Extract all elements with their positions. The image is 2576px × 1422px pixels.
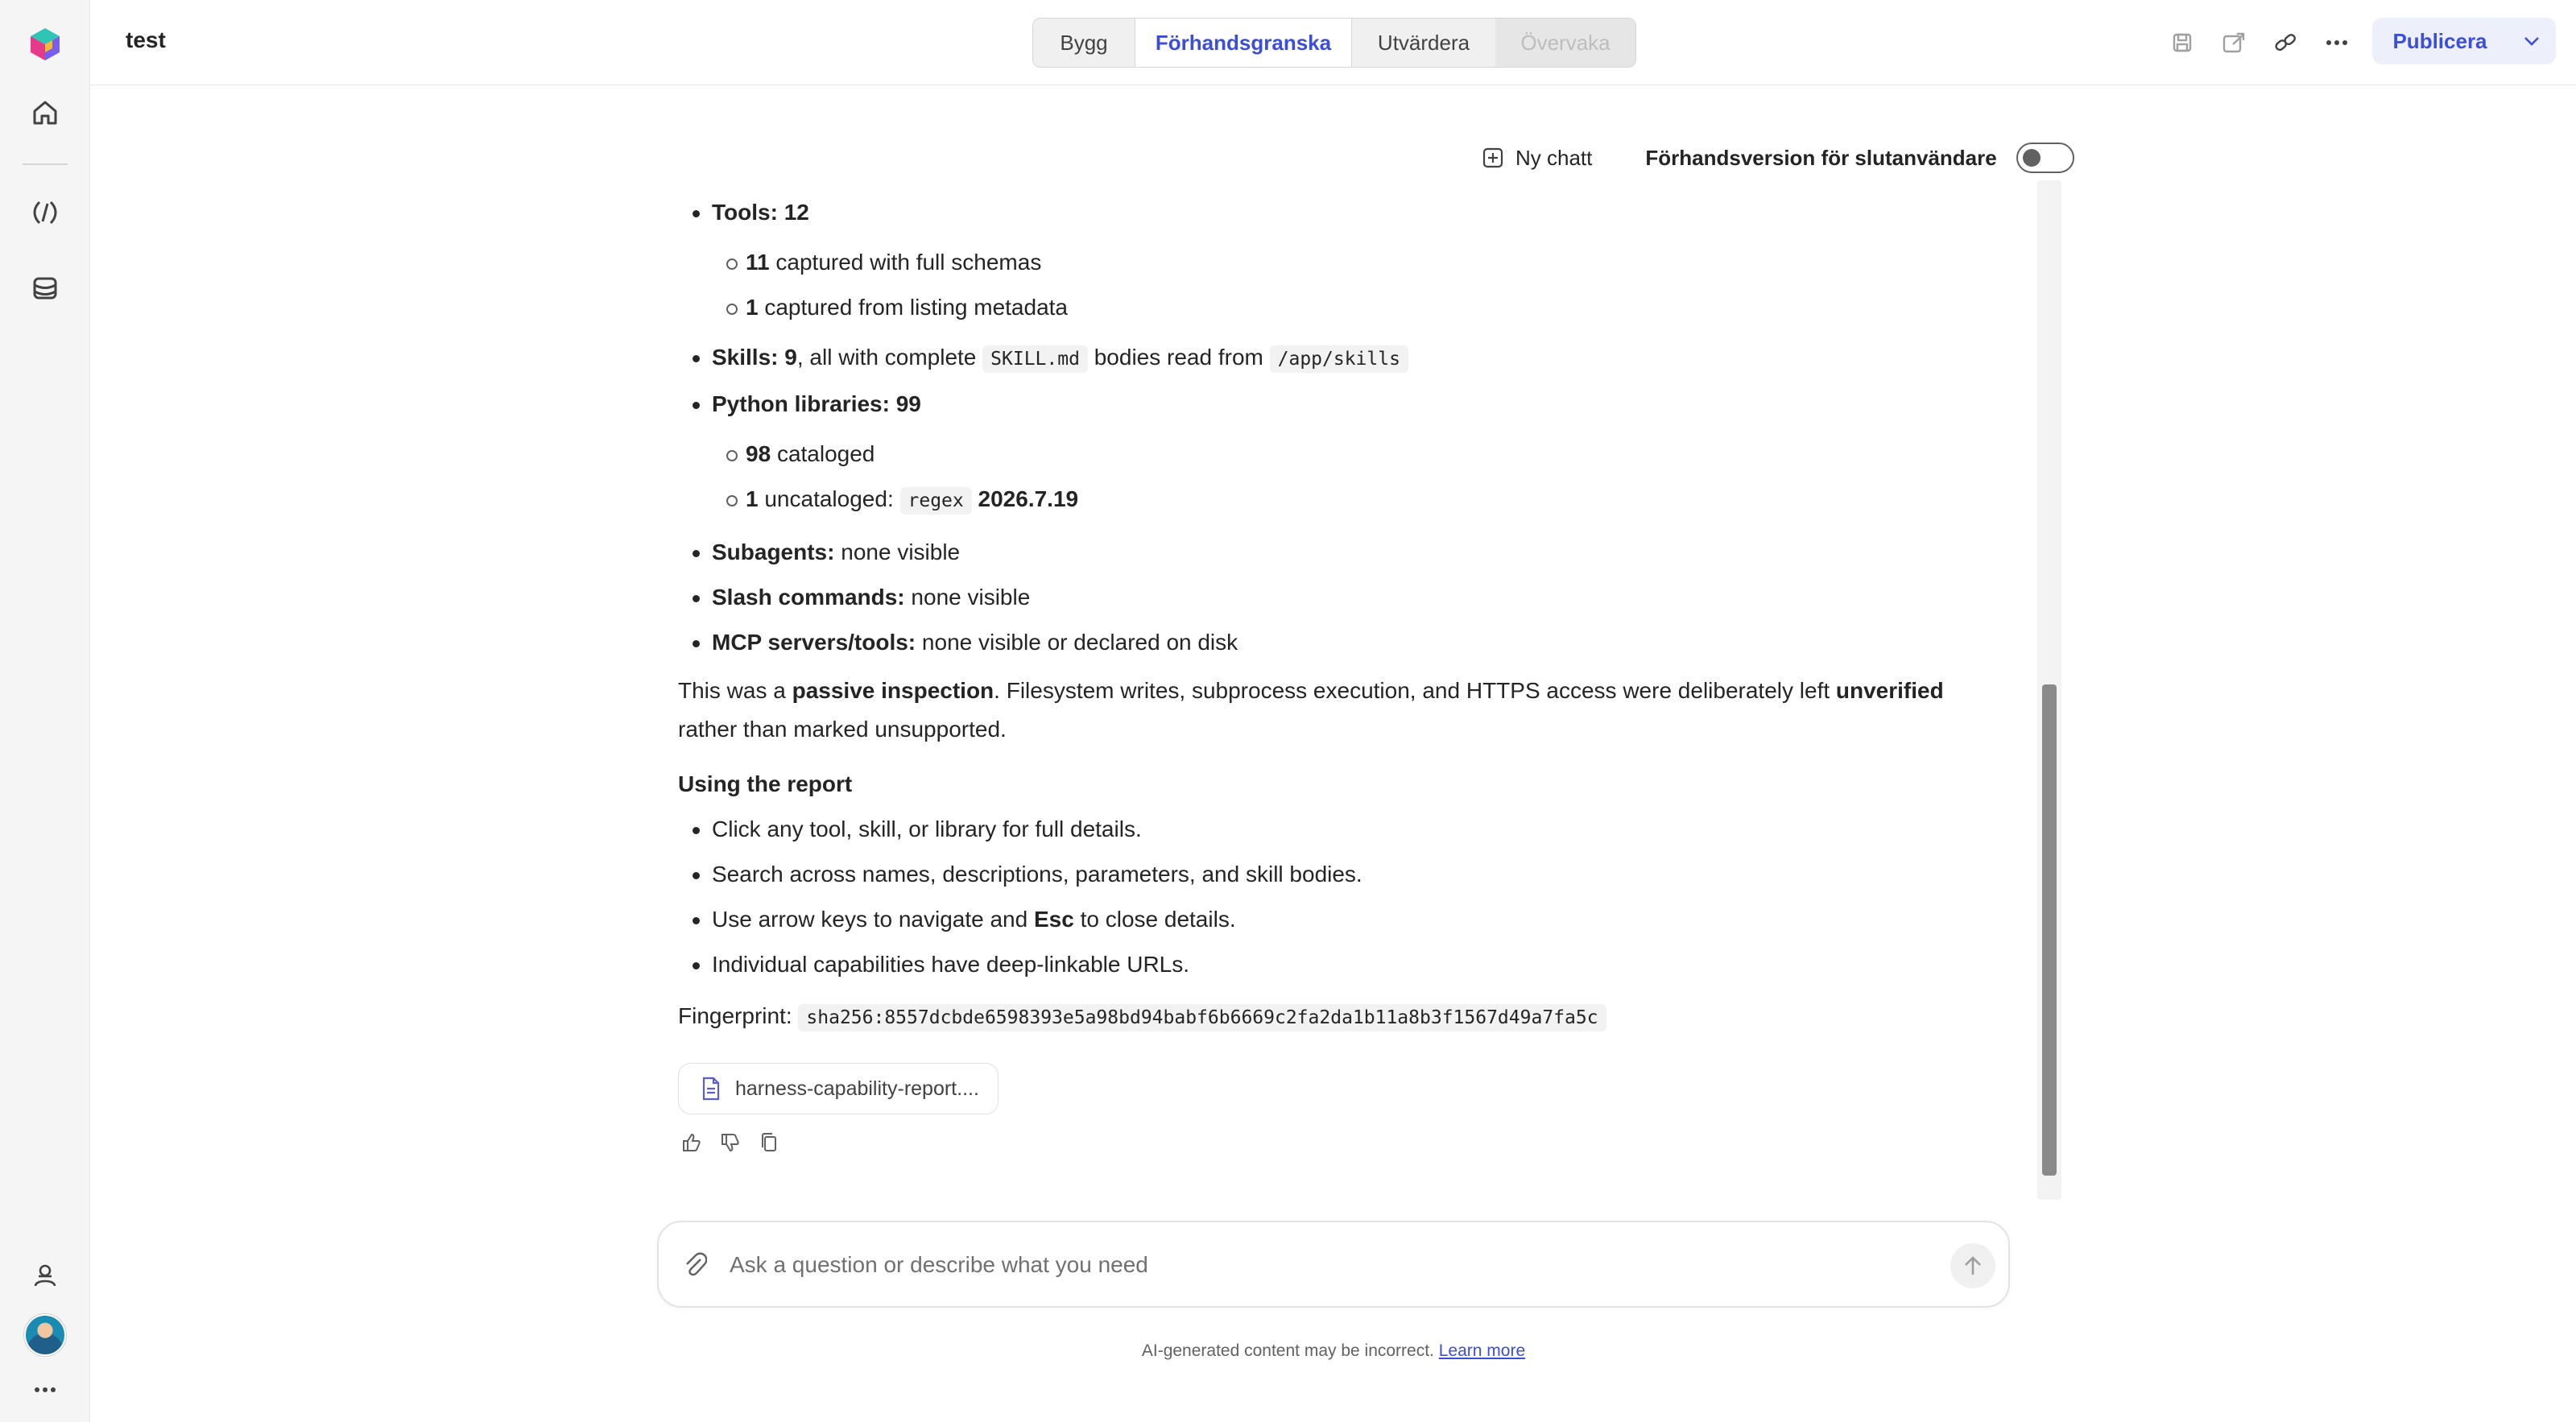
list-item-slash-commands: Slash commands: none visible	[712, 581, 1030, 613]
list-item-python: Python libraries: 99	[712, 388, 921, 420]
fingerprint-code: sha256:8557dcbde6598393e5a98bd94babf6b6669c2fa2da1b11a8b3f1567d49a7fa5c	[798, 1004, 1606, 1031]
list-item-skills: Skills: 9, all with complete SKILL.md bodies read from /app/skills	[712, 341, 1408, 373]
tab-monitor: Övervaka	[1495, 19, 1635, 67]
top-bar	[90, 0, 2576, 85]
list-item-python-cataloged: 98 cataloged	[746, 438, 875, 469]
chat-composer	[657, 1221, 2010, 1308]
home-icon[interactable]	[23, 90, 68, 135]
inline-code: SKILL.md	[982, 345, 1088, 373]
fingerprint-line: Fingerprint: sha256:8557dcbde6598393e5a98bd94babf6b6669c2fa2da1b11a8b3f1567d49a7fa5c	[678, 1000, 1606, 1031]
app-title: test	[126, 27, 166, 52]
more-icon[interactable]	[23, 1367, 68, 1412]
list-item-mcp: MCP servers/tools: none visible or declared on disk	[712, 626, 1238, 658]
tab-build[interactable]: Bygg	[1060, 30, 1108, 55]
chevron-down-icon[interactable]	[2508, 18, 2556, 64]
chat-input[interactable]	[730, 1243, 1857, 1287]
toolbar-icons	[2161, 24, 2358, 61]
toggle-knob	[2023, 149, 2041, 167]
share-icon[interactable]	[2213, 24, 2255, 61]
left-rail	[0, 0, 90, 1422]
list-item-tools-full: 11 captured with full schemas	[746, 246, 1041, 278]
publish-button[interactable]: Publicera	[2392, 28, 2487, 53]
library-icon[interactable]	[23, 266, 68, 311]
list-item: Use arrow keys to navigate and Esc to close details.	[712, 903, 1236, 935]
tab-evaluate[interactable]: Utvärdera	[1377, 30, 1470, 55]
new-chat-button[interactable]	[1482, 146, 1592, 171]
scrollbar-thumb[interactable]	[2042, 684, 2057, 1176]
list-item: Individual capabilities have deep-linkable URLs.	[712, 949, 1189, 980]
copilot-logo-icon[interactable]	[23, 22, 68, 67]
passive-inspection-paragraph: This was a passive inspection. Filesystem writes, subprocess execution, and HTTPS access were deliberately left unverified rather than marked unsupported.	[678, 678, 1944, 742]
list-item-subagents: Subagents: none visible	[712, 536, 960, 568]
new-chat-icon	[1482, 147, 1504, 169]
thumbs-up-icon[interactable]	[680, 1131, 704, 1155]
save-icon[interactable]	[2161, 24, 2203, 61]
section-heading: Using the report	[678, 771, 853, 796]
arrow-up-icon	[1963, 1255, 1983, 1277]
inline-code: /app/skills	[1270, 345, 1408, 373]
agents-icon[interactable]	[23, 190, 68, 235]
thumbs-down-icon[interactable]	[718, 1131, 742, 1155]
mode-tabs	[1032, 18, 1636, 68]
list-item: Search across names, descriptions, parameters, and skill bodies.	[712, 858, 1362, 890]
attach-icon[interactable]	[683, 1251, 707, 1283]
send-button[interactable]	[1950, 1243, 1995, 1288]
inline-code: regex	[900, 487, 972, 515]
learn-more-link[interactable]: Learn more	[1438, 1341, 1526, 1360]
copy-icon[interactable]	[757, 1131, 781, 1155]
rail-divider	[23, 163, 68, 165]
chat-header	[1482, 140, 2074, 176]
preview-toggle[interactable]	[2016, 143, 2074, 173]
community-icon[interactable]	[23, 1253, 68, 1298]
document-icon	[701, 1077, 721, 1101]
more-options-icon[interactable]	[2316, 24, 2358, 61]
attachment-chip[interactable]	[678, 1063, 999, 1114]
preview-toggle-label: Förhandsversion för slutanvändare	[1645, 145, 1997, 170]
tab-preview[interactable]: Förhandsgranska	[1135, 19, 1352, 67]
list-item-tools: Tools: 12	[712, 196, 809, 228]
message-reactions	[680, 1131, 781, 1155]
new-chat-label: Ny chatt	[1515, 145, 1593, 170]
list-item: Click any tool, skill, or library for full details.	[712, 813, 1142, 845]
list-item-python-uncataloged: 1 uncataloged: regex 2026.7.19	[746, 483, 1078, 515]
attachment-name: harness-capability-report....	[735, 1077, 979, 1100]
link-icon[interactable]	[2264, 24, 2306, 61]
chat-transcript	[665, 180, 2007, 1200]
ai-disclaimer: AI-generated content may be incorrect. Learn more	[1141, 1341, 1526, 1360]
list-item-tools-listing: 1 captured from listing metadata	[746, 291, 1068, 323]
publish-split-button	[2372, 18, 2556, 64]
